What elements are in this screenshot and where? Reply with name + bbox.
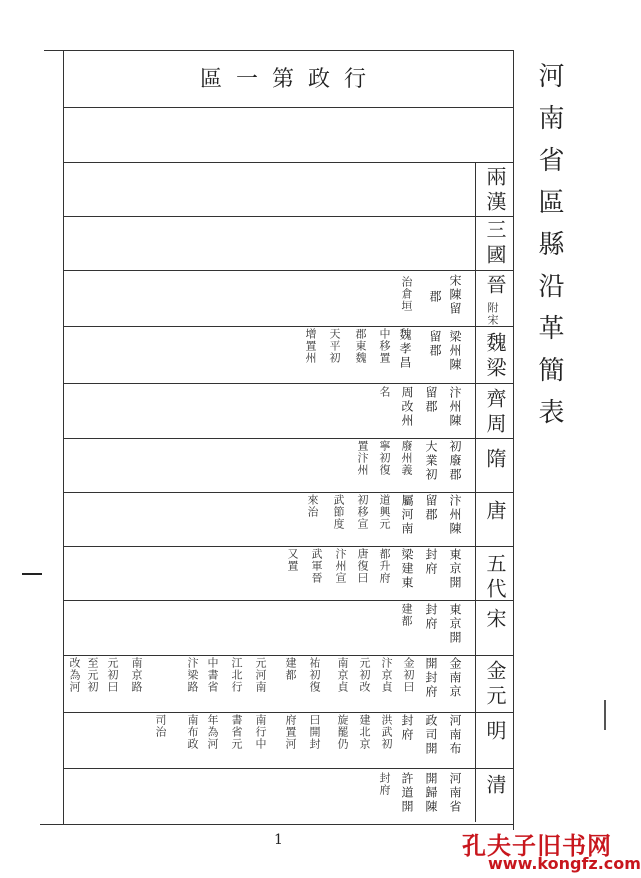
bottom-border [40, 824, 514, 825]
note-song-1: 東京開 [448, 603, 462, 645]
note-sui-1: 初廢郡 [448, 440, 462, 482]
dynasty-sanguo: 三國 [483, 219, 507, 269]
note-ming-1: 河南布 [448, 714, 462, 756]
dynasty-tang: 唐 [483, 500, 507, 525]
note-tang-5: 初移宣 [356, 494, 369, 530]
note-wei-6: 天平初 [328, 328, 341, 364]
note-qi-4: 名 [378, 386, 391, 398]
note-wudai-8: 又置 [286, 548, 299, 572]
note-jin-3: 治倉垣 [400, 276, 413, 312]
note-jy-5: 元初改 [358, 657, 371, 693]
note-tang-7: 來治 [306, 494, 319, 518]
note-jin-1: 宋陳留 [448, 274, 462, 316]
row-line-sanguo [63, 270, 513, 271]
note-tang-2: 留郡 [424, 494, 438, 522]
note-jy-15: 至元初 [86, 657, 99, 693]
note-song-2: 封府 [424, 603, 438, 631]
note-ming-9: 南行中 [254, 714, 267, 750]
row-line-tang [63, 546, 513, 547]
book-title: 河南省區縣沿革簡表 [534, 62, 564, 440]
note-qing-1: 河南省 [448, 772, 462, 814]
note-wudai-4: 都升府 [378, 548, 391, 584]
note-ming-13: 司治 [154, 714, 167, 738]
note-wudai-6: 汴州宣 [334, 548, 347, 584]
note-sui-3: 廢州義 [400, 440, 413, 476]
note-wudai-7: 武軍晉 [310, 548, 323, 584]
note-jy-2: 開封府 [424, 657, 438, 699]
margin-tick [22, 573, 42, 575]
note-wei-3: 魏孝昌 [398, 328, 412, 370]
note-jy-1: 金南京 [448, 657, 462, 699]
section-header: 行政第一區 [199, 67, 380, 92]
header-row-line-2 [63, 162, 513, 163]
note-jy-12: 汴梁路 [186, 657, 199, 693]
note-sui-5: 置汴州 [356, 440, 369, 476]
note-jy-16: 改為河 [68, 657, 81, 693]
note-wei-2: 留郡 [428, 330, 442, 358]
note-jy-10: 江北行 [230, 657, 243, 693]
note-qing-3: 許道開 [400, 772, 414, 814]
row-line-wei [63, 383, 513, 384]
note-ming-2: 政司開 [424, 714, 438, 756]
dynasty-jin-note: 附宋 [486, 302, 499, 326]
note-tang-6: 武節度 [332, 494, 345, 530]
note-ming-10: 書省元 [230, 714, 243, 750]
row-line-sui [63, 492, 513, 493]
dynasty-wei-liang: 魏梁 [483, 332, 507, 382]
row-line-jin [63, 326, 513, 327]
note-qi-2: 留郡 [424, 386, 438, 414]
note-jy-3: 金初曰 [402, 657, 415, 693]
watermark-name: 孔夫子旧书网 [462, 832, 612, 860]
dynasty-song: 宋 [483, 608, 507, 633]
note-jin-2: 郡 [428, 290, 442, 304]
note-wudai-3: 梁建東 [400, 548, 414, 590]
right-edge-mark [604, 700, 606, 730]
page-number: 1 [274, 832, 283, 848]
note-ming-3: 封府 [400, 714, 414, 742]
note-jy-11: 中書省 [206, 657, 219, 693]
note-wei-7: 增置州 [304, 328, 317, 364]
dynasty-ming: 明 [483, 720, 507, 745]
dynasty-jin-yuan: 金元 [483, 660, 507, 710]
row-line-jinyuan [63, 712, 513, 713]
note-jy-7: 祐初復 [308, 657, 321, 693]
note-jy-13: 南京路 [130, 657, 143, 693]
note-wei-1: 梁州陳 [448, 330, 462, 372]
note-jy-8: 建都 [284, 657, 297, 681]
note-ming-5: 建北京 [358, 714, 371, 750]
note-ming-4: 洪武初 [380, 714, 393, 750]
row-line-wudai [63, 600, 513, 601]
watermark-url: www.kongfz.com [488, 854, 641, 873]
note-wudai-1: 東京開 [448, 548, 462, 590]
note-tang-1: 汴州陳 [448, 494, 462, 536]
note-jy-14: 元初曰 [106, 657, 119, 693]
dynasty-sui: 隋 [483, 448, 507, 473]
note-ming-7: 曰開封 [308, 714, 321, 750]
row-line-ming [63, 768, 513, 769]
note-sui-2: 大業初 [424, 440, 438, 482]
note-ming-12: 南布政 [186, 714, 199, 750]
row-line-han [63, 216, 513, 217]
note-qing-2: 開歸陳 [424, 772, 438, 814]
note-sui-4: 寧初復 [378, 440, 391, 476]
note-song-3: 建都 [400, 603, 413, 627]
header-row-line [63, 107, 513, 108]
note-qi-3: 周改州 [400, 386, 414, 428]
row-line-song [63, 655, 513, 656]
column-divider [513, 50, 514, 830]
note-tang-3: 屬河南 [400, 494, 414, 536]
row-line-qi [63, 438, 513, 439]
note-wudai-5: 唐復曰 [356, 548, 369, 584]
note-ming-6: 旋罷仍 [336, 714, 349, 750]
note-wudai-2: 封府 [424, 548, 438, 576]
note-qi-1: 汴州陳 [448, 386, 462, 428]
dynasty-han: 兩漢 [483, 166, 507, 216]
dynasty-qi-zhou: 齊周 [483, 388, 507, 438]
note-jy-6: 南京貞 [336, 657, 349, 693]
note-wei-4: 中移置 [378, 328, 391, 364]
note-jy-4: 汴京貞 [380, 657, 393, 693]
note-qing-4: 封府 [378, 772, 391, 796]
note-tang-4: 道興元 [378, 494, 391, 530]
top-border [44, 50, 514, 51]
note-ming-11: 年為河 [206, 714, 219, 750]
dynasty-wudai: 五代 [483, 553, 507, 603]
note-jy-9: 元河南 [254, 657, 267, 693]
note-wei-5: 郡東魏 [354, 328, 367, 364]
dynasty-qing: 清 [483, 774, 507, 799]
dynasty-jin: 晉 [483, 274, 507, 299]
note-ming-8: 府置河 [284, 714, 297, 750]
